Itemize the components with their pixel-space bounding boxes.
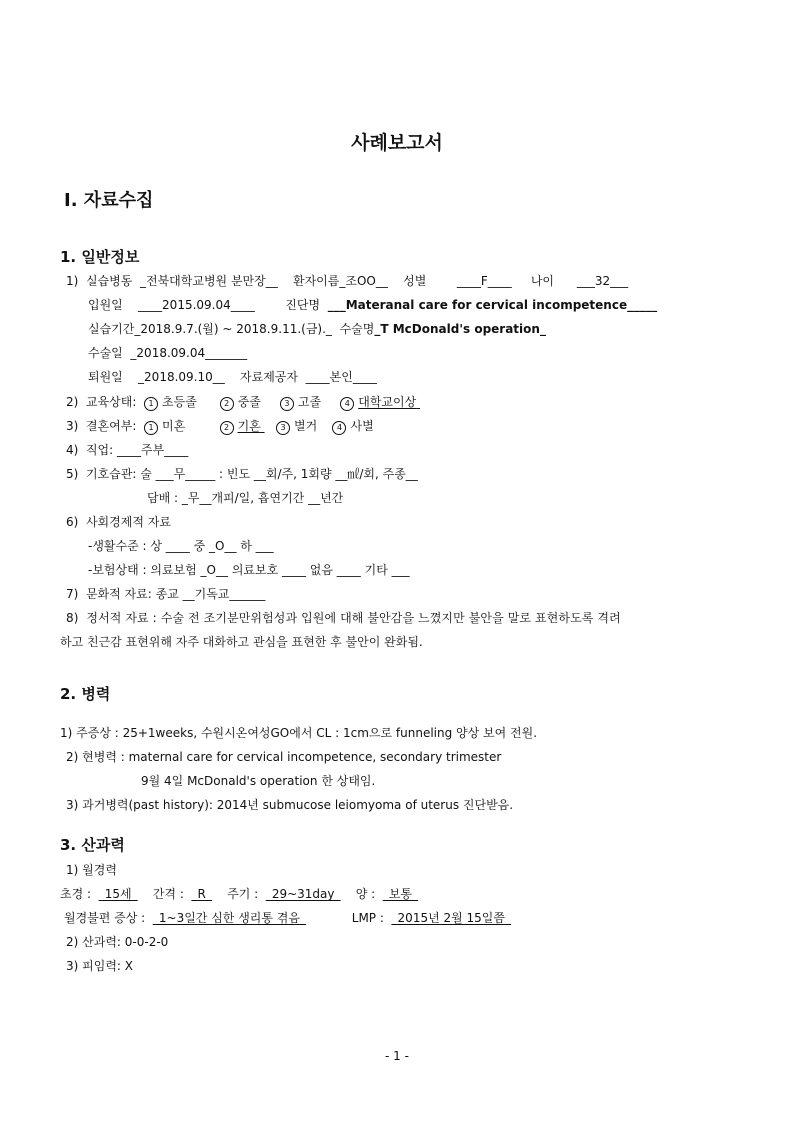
circle-number-3-icon: 3 — [280, 397, 294, 411]
past-history-line: 3) 과거병력(past history): 2014년 submucose leiomyoma of uterus 진단받음. — [66, 798, 514, 812]
circle-number-3-icon: 3 — [276, 421, 290, 435]
circle-number-1-icon: 1 — [144, 397, 158, 411]
insurance-line: -보험상태 : 의료보험 _O__ 의료보호 ____ 없음 ____ 기타 ___ — [88, 563, 410, 577]
present-illness-line: 2) 현병력 : maternal care for cervical incompetence, secondary trimester — [66, 750, 502, 764]
info-line-1: 1) 실습병동 _전북대학교병원 분만장__ 환자이름_조OO__ 성별 ____F____ 나이 ___32___ — [66, 274, 629, 288]
socioeconomic-title: 6) 사회경제적 자료 — [66, 515, 171, 529]
info-line-5: 퇴원일 _2018.09.10__ 자료제공자 ____본인____ — [88, 370, 377, 384]
general-info-heading: 1. 일반정보 — [60, 248, 140, 266]
living-standard-line: -생활수준 : 상 ____ 중 _O__ 하 ___ — [88, 539, 274, 553]
emotional-line-1: 8) 정서적 자료 : 수술 전 조기분만위험성과 입원에 대해 불안감을 느꼈지만 불안을 말로 표현하도록 격려 — [66, 611, 621, 625]
circle-number-1-icon: 1 — [144, 421, 158, 435]
habit-line-2: 담배 : _무__개피/일, 흡연기간 __년간 — [147, 491, 344, 505]
history-heading: 2. 병력 — [60, 685, 111, 703]
circle-number-2-icon: 2 — [220, 397, 234, 411]
obstetric-heading: 3. 산과력 — [60, 836, 125, 854]
menstrual-history-title: 1) 월경력 — [66, 863, 117, 877]
habit-line-1: 5) 기호습관: 술 ___무_____ : 빈도 __회/주, 1회량 __㎖/회, 주종__ — [66, 467, 418, 481]
page-number: - 1 - — [385, 1049, 409, 1063]
occupation-line: 4) 직업: ____주부____ — [66, 443, 189, 457]
present-illness-line-2: 9월 4일 McDonald's operation 한 상태임. — [141, 774, 376, 788]
cultural-line: 7) 문화적 자료: 종교 __기독교______ — [66, 587, 266, 601]
circle-number-4-icon: 4 — [332, 421, 346, 435]
circle-number-2-icon: 2 — [220, 421, 234, 435]
emotional-line-2: 하고 친근감 표현위해 자주 대화하고 관심을 표현한 후 불안이 완화됨. — [60, 635, 423, 649]
chief-complaint-line: 1) 주증상 : 25+1weeks, 수원시온여성GO에서 CL : 1cm으로 funneling 양상 보여 전원. — [60, 726, 538, 740]
menstrual-line-2: 월경불편 증상 : _1~3일간 심한 생리통 겪음_ LMP : _2015년 2월 15일쯤_ — [64, 911, 511, 925]
circle-number-4-icon: 4 — [340, 397, 354, 411]
info-line-3: 실습기간_2018.9.7.(월) ~ 2018.9.11.(금)._ 수술명_T McDonald's operation_ — [88, 322, 546, 336]
menstrual-line-1: 초경 : _15세_ 간격 : _R_ 주기 : _29~31day_ 양 : _보통_ — [60, 887, 419, 901]
info-line-2: 입원일 ____2015.09.04____ 진단명 ___Materanal care for cervical incompetence_____ — [88, 298, 658, 312]
education-line: 2) 교육상태: 1 초등졸 2 중졸 3 고졸 4 대학교이상 — [66, 395, 417, 409]
section-heading: I. 자료수집 — [64, 190, 154, 211]
info-line-4: 수술일 _2018.09.04_______ — [88, 346, 248, 360]
document-title: 사례보고서 — [351, 132, 443, 154]
obstetric-history-line: 2) 산과력: 0-0-2-0 — [66, 935, 169, 949]
contraception-line: 3) 피임력: X — [66, 959, 133, 973]
marital-line: 3) 결혼여부: 1 미혼 2 기혼 3 별거 4 사별 — [66, 419, 374, 433]
